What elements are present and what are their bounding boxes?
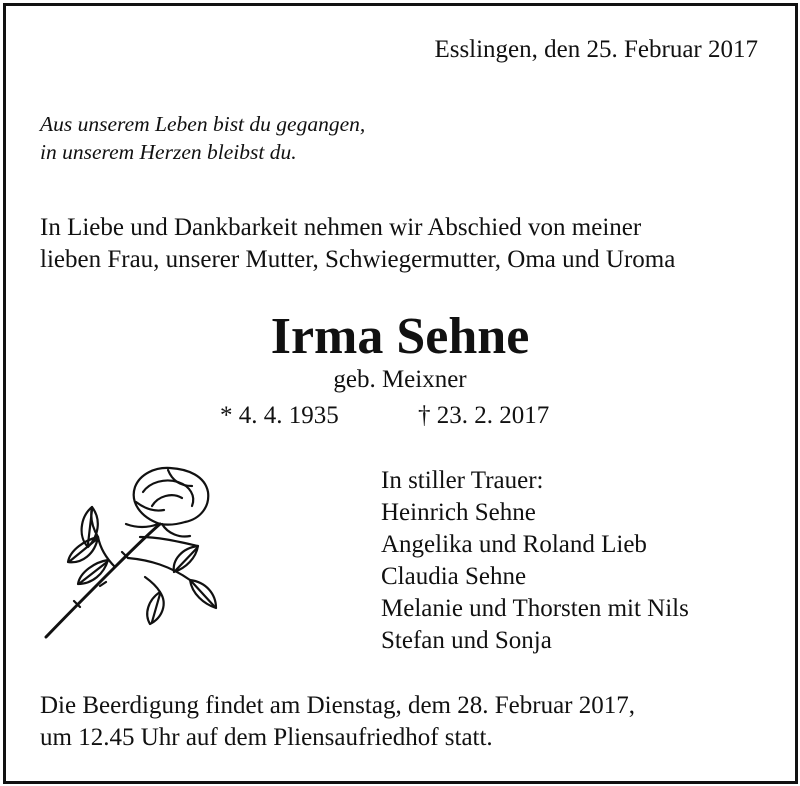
rose-icon — [40, 462, 220, 647]
intro-text — [40, 212, 760, 276]
motto-line-1: Aus unserem Leben bist du gegangen, — [40, 112, 366, 136]
mourners-list — [381, 465, 689, 657]
motto-line-2: in unserem Herzen bleibst du. — [40, 140, 297, 164]
funeral-line-2: um 12.45 Uhr auf dem Pliensaufriedhof statt. — [40, 724, 493, 751]
birth-date: * 4. 4. 1935 — [220, 402, 339, 429]
list-item: Angelika und Roland Lieb — [381, 531, 647, 558]
death-date: † 23. 2. 2017 — [418, 402, 550, 429]
funeral-line-1: Die Beerdigung findet am Dienstag, dem 28. Februar 2017, — [40, 692, 635, 719]
intro-line-1: In Liebe und Dankbarkeit nehmen wir Abschied von meiner — [40, 214, 642, 241]
mourners-heading: In stiller Trauer: — [381, 467, 544, 494]
list-item: Melanie und Thorsten mit Nils — [381, 595, 689, 622]
funeral-info — [40, 690, 635, 754]
intro-line-2: lieben Frau, unserer Mutter, Schwiegermutter, Oma und Uroma — [40, 246, 676, 273]
maiden-name: geb. Meixner — [333, 366, 467, 393]
list-item: Heinrich Sehne — [381, 499, 536, 526]
deceased-name: Irma Sehne — [270, 308, 530, 365]
list-item: Stefan und Sonja — [381, 627, 552, 654]
place-date: Esslingen, den 25. Februar 2017 — [434, 36, 758, 63]
list-item: Claudia Sehne — [381, 563, 527, 590]
motto — [40, 110, 365, 166]
